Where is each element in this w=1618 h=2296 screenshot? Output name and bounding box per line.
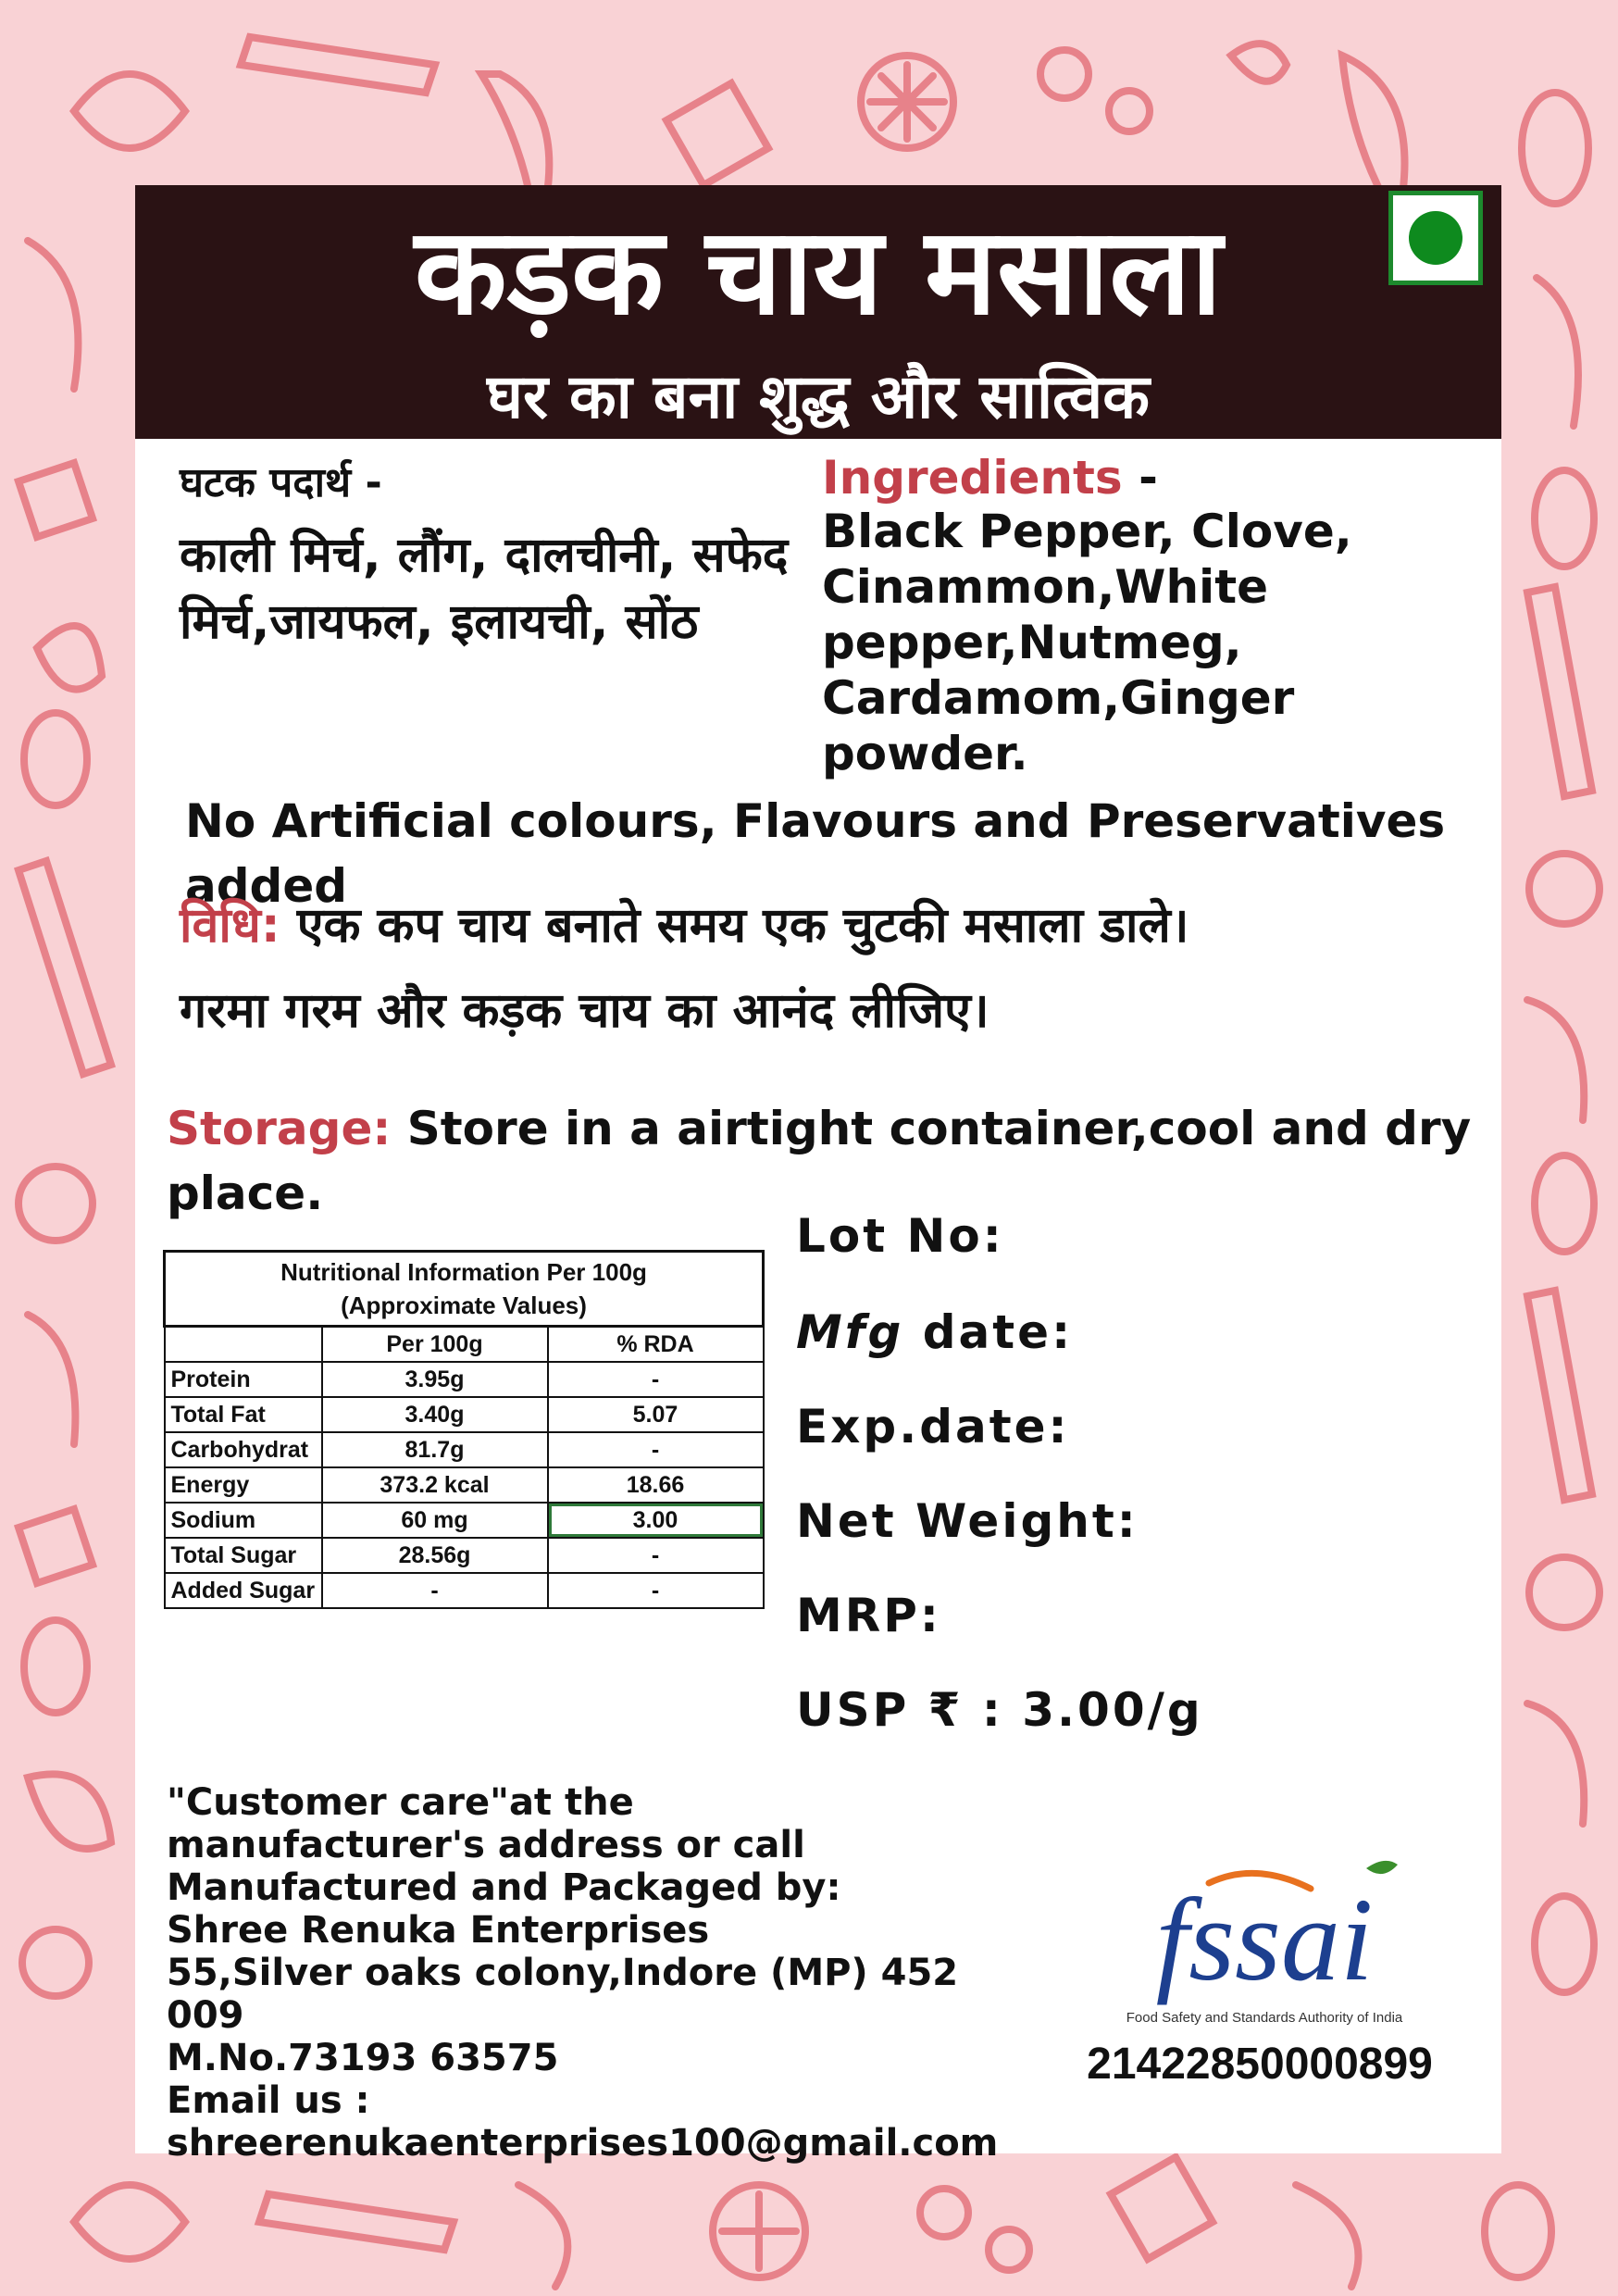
- nutrient-per100: 3.95g: [322, 1362, 548, 1397]
- nutrition-header-blank: [165, 1327, 322, 1363]
- nutrition-header-per100: Per 100g: [322, 1327, 548, 1363]
- email-label: Email us :: [167, 2079, 370, 2122]
- customer-care-block: [167, 1781, 1000, 2165]
- nutrient-rda: -: [548, 1432, 764, 1467]
- method-line-1: [180, 889, 1475, 963]
- fssai-subtitle: Food Safety and Standards Authority of India: [1126, 2010, 1403, 2026]
- nutrient-name: Energy: [165, 1467, 322, 1503]
- table-row: [165, 1573, 764, 1608]
- english-ingredients-label: Ingredients: [822, 451, 1123, 505]
- nutrient-per100: -: [322, 1573, 548, 1608]
- product-tagline: घर का बना शुद्ध और सात्विक: [487, 361, 1150, 432]
- no-artificial-statement: No Artificial colours, Flavours and Preservatives added: [185, 794, 1446, 913]
- table-row: [165, 1432, 764, 1467]
- mfg-date-label-rest: date:: [903, 1305, 1074, 1359]
- nutrition-header-row: [165, 1327, 764, 1363]
- nutrient-per100: 373.2 kcal: [322, 1467, 548, 1503]
- nutrient-name: Total Fat: [165, 1397, 322, 1432]
- method-line-2: गरमा गरम और कड़क चाय का आनंद लीजिए।: [180, 983, 989, 1039]
- lot-number-label: Lot No:: [796, 1209, 1004, 1263]
- nutrient-per100: 3.40g: [322, 1397, 548, 1432]
- table-row: [165, 1397, 764, 1432]
- veg-mark-icon: [1388, 191, 1483, 285]
- fssai-logo-text: fssai: [1155, 1874, 1374, 2005]
- email-address: shreerenukaenterprises100@gmail.com: [167, 2122, 999, 2165]
- manufacturer-address: 55,Silver oaks colony,Indore (MP) 452 009: [167, 1952, 959, 2037]
- manufacturer-heading: Manufactured and Packaged by:: [167, 1866, 841, 1909]
- nutrient-name: Added Sugar: [165, 1573, 322, 1608]
- nutrition-title-line-1: Nutritional Information Per 100g: [280, 1258, 647, 1286]
- product-title: कड़क चाय मसाला: [414, 201, 1223, 342]
- nutrient-rda: -: [548, 1573, 764, 1608]
- exp-date-label: Exp.date:: [796, 1400, 1070, 1454]
- storage-label: Storage:: [167, 1102, 392, 1155]
- english-ingredients-text: Black Pepper, Clove, Cinammon,White pepper,Nutmeg, Cardamom,Ginger powder.: [822, 505, 1352, 780]
- table-row: [165, 1467, 764, 1503]
- nutrient-name: Sodium: [165, 1503, 322, 1538]
- customer-care-line: manufacturer's address or call: [167, 1824, 805, 1866]
- mrp-label: MRP:: [796, 1589, 941, 1642]
- nutrition-header-rda: % RDA: [548, 1327, 764, 1363]
- nutrient-rda: -: [548, 1362, 764, 1397]
- nutrient-rda: 5.07: [548, 1397, 764, 1432]
- nutrient-per100: 81.7g: [322, 1432, 548, 1467]
- mfg-date-label-italic: Mfg: [796, 1305, 904, 1359]
- manufacturer-phone: M.No.73193 63575: [167, 2037, 559, 2079]
- storage-text: Store in a airtight container,cool and dry place.: [167, 1102, 1472, 1220]
- title-banner: [135, 185, 1501, 439]
- table-row: [165, 1538, 764, 1573]
- net-weight-label: Net Weight:: [796, 1494, 1139, 1548]
- nutrient-per100: 60 mg: [322, 1503, 548, 1538]
- hindi-ingredients-text: काली मिर्च, लौंग, दालचीनी, सफेद मिर्च,जायफल, इलायची, सोंठ: [180, 528, 789, 650]
- fssai-license-number: 21422850000899: [1087, 2040, 1433, 2089]
- nutrition-title: [165, 1252, 764, 1327]
- nutrition-table: [163, 1250, 765, 1609]
- usp-value: USP ₹ : 3.00/g: [796, 1683, 1203, 1737]
- nutrition-title-line-2: (Approximate Values): [341, 1292, 587, 1319]
- customer-care-line: "Customer care"at the: [167, 1781, 634, 1824]
- nutrient-rda: -: [548, 1538, 764, 1573]
- nutrient-rda: 18.66: [548, 1467, 764, 1503]
- nutrient-rda-selected-cell: 3.00: [548, 1503, 764, 1538]
- product-label: [135, 185, 1501, 2165]
- nutrient-name: Protein: [165, 1362, 322, 1397]
- nutrient-name: Total Sugar: [165, 1538, 322, 1573]
- method-text-1: एक कप चाय बनाते समय एक चुटकी मसाला डाले।: [280, 898, 1189, 954]
- manufacturer-name: Shree Renuka Enterprises: [167, 1909, 710, 1952]
- english-ingredients-heading: [822, 450, 1158, 505]
- nutrient-name: Carbohydrat: [165, 1432, 322, 1467]
- mfg-date-label: [796, 1300, 1073, 1365]
- nutrient-per100: 28.56g: [322, 1538, 548, 1573]
- fssai-logo-icon: [1089, 1841, 1440, 2053]
- hindi-ingredients-heading: घटक पदार्थ -: [180, 459, 382, 506]
- table-row: [165, 1503, 764, 1538]
- method-label: विधि:: [180, 898, 280, 954]
- table-row: [165, 1362, 764, 1397]
- english-ingredients-dash: -: [1122, 451, 1158, 505]
